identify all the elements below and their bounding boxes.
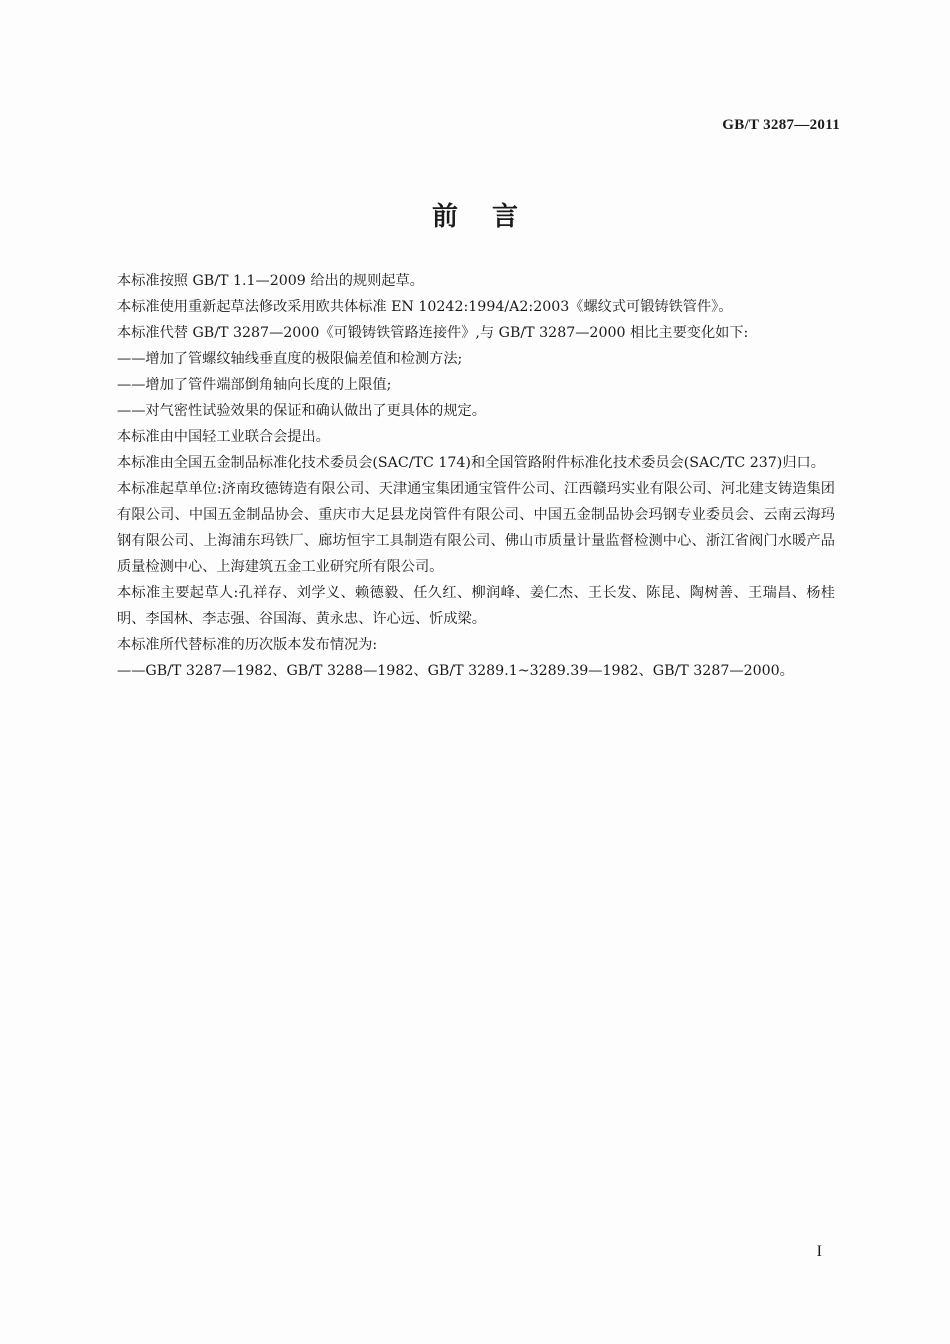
paragraph: 本标准所代替标准的历次版本发布情况为: bbox=[117, 637, 378, 653]
paragraph: 本标准主要起草人:孔祥存、刘学义、赖德毅、任久红、柳润峰、姜仁杰、王长发、陈昆、陶树善、王瑞昌、杨桂明、李国林、李志强、谷国海、黄永忠、许心远、忻成梁。 bbox=[117, 585, 835, 627]
standard-code: GB/T 3287—2011 bbox=[722, 117, 840, 133]
paragraph: 本标准起草单位:济南玫德铸造有限公司、天津通宝集团通宝管件公司、江西赣玛实业有限公司、河北建支铸造集团有限公司、中国五金制品协会、重庆市大足县龙岗管件有限公司、中国五金制品协会玛钢专业委员会、云南云海玛钢有限公司、上海浦东玛铁厂、廊坊恒宇工具制造有限公司、佛山市质量计量监督检测中心、浙江省阀门水暖产品质量检测中心、上海建筑五金工业研究所有限公司。 bbox=[117, 481, 835, 575]
paragraph: ——增加了管件端部倒角轴向长度的上限值; bbox=[117, 377, 392, 393]
page-title: 前言 bbox=[431, 202, 552, 232]
paragraph: ——对气密性试验效果的保证和确认做出了更具体的规定。 bbox=[117, 403, 486, 419]
paragraph: ——GB/T 3287—1982、GB/T 3288—1982、GB/T 3289.1~3289.39—1982、GB/T 3287—2000。 bbox=[117, 663, 794, 679]
paragraph: 本标准按照 GB/T 1.1—2009 给出的规则起草。 bbox=[117, 273, 424, 289]
paragraph: 本标准代替 GB/T 3287—2000《可锻铸铁管路连接件》,与 GB/T 3287—2000 相比主要变化如下: bbox=[117, 325, 749, 341]
preface-body bbox=[117, 268, 835, 684]
paragraph: 本标准由中国轻工业联合会提出。 bbox=[117, 429, 330, 445]
paragraph: ——增加了管螺纹轴线垂直度的极限偏差值和检测方法; bbox=[117, 351, 463, 367]
page-number: I bbox=[816, 1243, 822, 1260]
paragraph: 本标准由全国五金制品标准化技术委员会(SAC/TC 174)和全国管路附件标准化技术委员会(SAC/TC 237)归口。 bbox=[117, 455, 825, 471]
paragraph: 本标准使用重新起草法修改采用欧共体标准 EN 10242:1994/A2:2003《螺纹式可锻铸铁管件》。 bbox=[117, 299, 733, 315]
